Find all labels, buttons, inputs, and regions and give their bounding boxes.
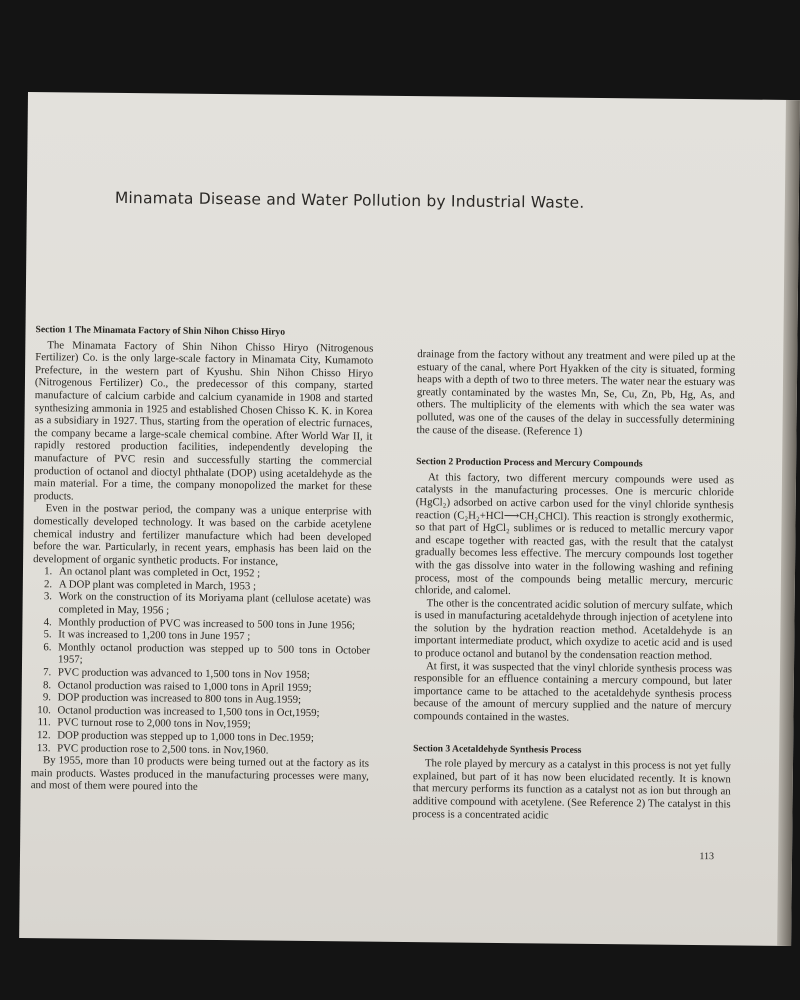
paragraph: The Minamata Factory of Shin Nihon Chisso Hiryo (Nitrogenous Fertilizer) Co. is the only large-scale factory in Minamata City, Kumamoto Prefecture, in the western part of Kyushu. Shin Nihon Chisso Hiryo (Nitrogenous Fertilizer) Co., the predecessor of this company, started manufacture of calcium carbide and calcium cyanamide in 1908 and started synthesizing ammonia in 1925 and established Chosen Chisso K. K. in Korea as a subsidiary in 1927. Thus, starting from the operation of electric furnaces, the company became a large-scale chemical combine. After World War II, it rapidly restored production facilities, independently developing the manufacture of PVC resin and successfully starting the commercial production of octanol and dioctyl phthalate (DOP) using acetaldehyde as the main material. For a time, the company monopolized the market for these products.: [33, 338, 374, 503]
section-3-heading: Section 3 Acetaldehyde Synthesis Process: [413, 742, 582, 756]
paragraph: The other is the concentrated acidic solution of mercury sulfate, which is used in manufacturing acetaldehyde through injection of acetylene into the solution by the hydration reaction method. Acetaldehyde is an important intermediate product, which oxydize to acetic acid and is used to produce octanol and butanol by the condensation reaction method.: [414, 596, 733, 663]
list-item: 3. Work on the construction of its Moriyama plant (cellulose acetate) was completed in May, 1956 ;: [55, 591, 371, 619]
list-item: 12. DOP production was stepped up to 1,000 tons in Dec.1959;: [53, 729, 369, 745]
list-item: 13. PVC production rose to 2,500 tons. in Nov,1960.: [53, 742, 369, 758]
list-item: 9. DOP production was increased to 800 tons in Aug.1959;: [54, 692, 370, 708]
page-title: Minamata Disease and Water Pollution by Industrial Waste.: [114, 188, 585, 212]
section-1-heading: Section 1 The Minamata Factory of Shin Nihon Chisso Hiryo: [35, 324, 286, 338]
list-item: 7. PVC production was advanced to 1,500 tons in Nov 1958;: [54, 666, 370, 682]
paragraph: At this factory, two different mercury compounds were used as catalysts in the manufacturing processes. One is mercuric chloride (HgCl₂) adsorbed on active carbon used for the vinyl chloride synthesis reaction (C₂H₂+HCl⟶CH₂CHCl). This reaction is strongly exothermic, so that part of HgCl₂ sublimes or is reduced to metallic mercury vapor and escape together with reacted gas, with the result that the catalyst gradually becomes less effective. The mercury compounds lost together with the gas dissolve into water in the following washing and refining process, most of the compounds being metallic mercury, mercuric chloride, and calomel.: [414, 470, 735, 598]
list-item: 5. It was increased to 1,200 tons in June 1957 ;: [54, 629, 370, 645]
left-column: [31, 324, 374, 795]
section-2-heading: Section 2 Production Process and Mercury Compounds: [416, 456, 643, 470]
list-item: 1. An octanol plant was completed in Oct, 1952 ;: [55, 566, 371, 582]
page-edge: [777, 100, 800, 946]
list-item: 8. Octanol production was raised to 1,000 tons in April 1959;: [54, 679, 370, 695]
paragraph: By 1955, more than 10 products were being turned out at the factory as its main products. Wastes produced in the manufacturing processes were many, and most of them were poured into the: [30, 754, 370, 794]
paragraph: At first, it was suspected that the vinyl chloride synthesis process was responsible for an effluence containing a mercury compound, but later importance came to be attached to the acetaldehyde synthesis process because of the amount of mercury supplied and the nature of mercury compounds contained in the wastes.: [413, 659, 733, 724]
list-item: 6. Monthly octanol production was stepped up to 500 tons in October 1957;: [54, 641, 370, 669]
page-number: 113: [699, 851, 715, 863]
list-item: 10. Octanol production was increased to 1,500 tons in Oct,1959;: [53, 704, 369, 720]
paragraph: Even in the postwar period, the company was a unique enterprise with domestically developed technology. It was based on the carbide acetylene chemical industry and fertilizer manufacture which had been developed before the war. Particularly, in recent years, emphasis has been laid on the development of organic synthetic products. For instance,: [33, 502, 372, 568]
production-list: [31, 565, 371, 757]
paragraph: The role played by mercury as a catalyst in this process is not yet fully explained, but part of it has now been elucidated recently. It is known that mercury performs its function as a catalyst not as ion but through an additive compound with acetylene. (See Reference 2) The catalyst in this process is a concentrated acidic: [412, 757, 732, 822]
paragraph: drainage from the factory without any treatment and were piled up at the estuary of the canal, where Port Hyakken of the city is situated, forming heaps with a depth of two to three meters. The water near the estuary was greatly contaminated by the wastes Mn, Se, Cu, Zn, Pb, Hg, As, and others. The multiplicity of the elements with which the sea water was polluted, was one of the causes of the delay in successfully determining the cause of the disease. (Reference 1): [416, 348, 736, 438]
list-item: 11. PVC turnout rose to 2,000 tons in Nov,1959;: [53, 717, 369, 733]
right-column: [412, 348, 735, 823]
book-page: [19, 92, 800, 946]
list-item: 4. Monthly production of PVC was increased to 500 tons in June 1956;: [54, 616, 370, 632]
list-item: 2. A DOP plant was completed in March, 1953 ;: [55, 578, 371, 594]
